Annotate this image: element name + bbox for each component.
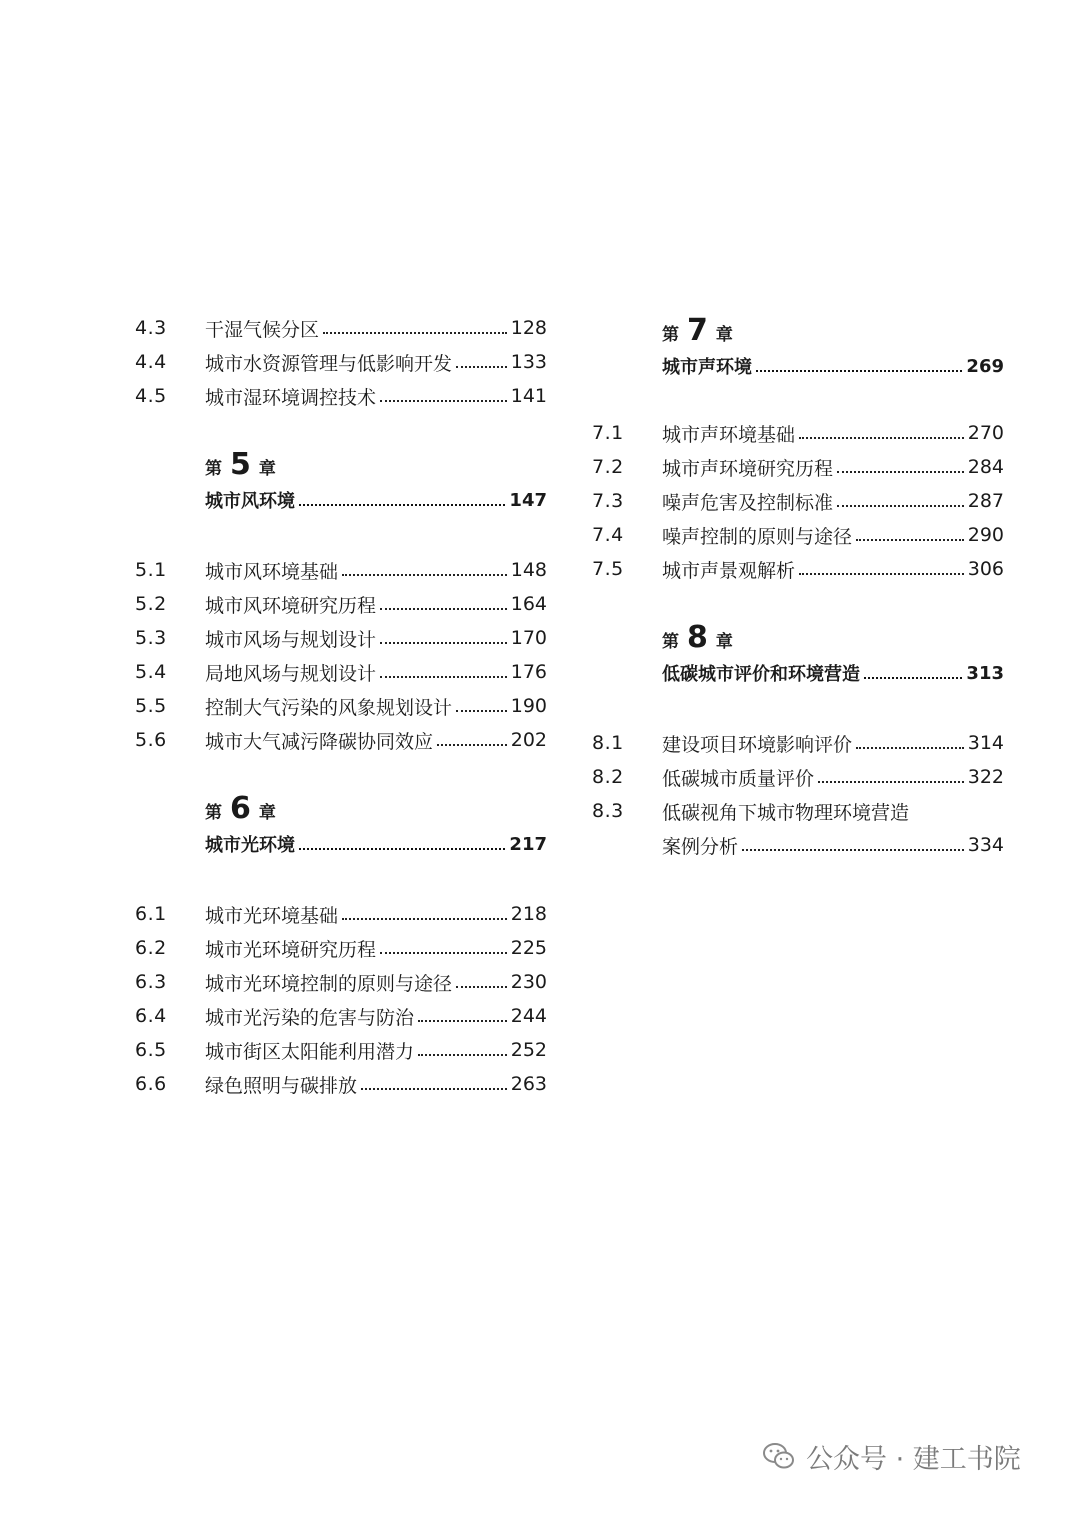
entry-page: 218 bbox=[510, 903, 547, 925]
entry-title: 城市声景观解析 bbox=[662, 559, 796, 582]
entry-title: 干湿气候分区 bbox=[205, 318, 320, 341]
entry-title: 城市大气减污降碳协同效应 bbox=[205, 730, 434, 753]
chapter-suffix: 章 bbox=[715, 325, 733, 345]
leader-dots bbox=[818, 781, 964, 783]
leader-dots bbox=[456, 366, 507, 368]
chapter-page: 147 bbox=[509, 489, 547, 511]
entry-number: 6.4 bbox=[135, 1005, 167, 1027]
toc-entry bbox=[135, 311, 547, 345]
entry-number: 5.1 bbox=[135, 559, 167, 581]
entry-page: 306 bbox=[967, 558, 1004, 580]
leader-dots bbox=[856, 747, 964, 749]
entry-page: 190 bbox=[510, 695, 547, 717]
toc-entry bbox=[135, 1033, 547, 1067]
leader-dots bbox=[380, 676, 507, 678]
entry-number: 4.3 bbox=[135, 317, 167, 339]
entry-page: 263 bbox=[510, 1073, 547, 1095]
chapter-title: 城市声环境 bbox=[662, 357, 752, 378]
entry-title: 控制大气污染的风象规划设计 bbox=[205, 696, 453, 719]
entry-title: 城市水资源管理与低影响开发 bbox=[205, 352, 453, 375]
entry-page: 244 bbox=[510, 1005, 547, 1027]
leader-dots bbox=[342, 574, 507, 576]
entry-page: 284 bbox=[967, 456, 1004, 478]
leader-dots bbox=[456, 710, 507, 712]
entry-title: 城市光污染的危害与防治 bbox=[205, 1006, 415, 1029]
chapter-number: 6 bbox=[230, 791, 251, 826]
leader-dots bbox=[380, 608, 507, 610]
entry-page: 225 bbox=[510, 937, 547, 959]
leader-dots bbox=[361, 1088, 507, 1090]
entry-title: 城市风环境基础 bbox=[205, 560, 339, 583]
entry-number: 6.3 bbox=[135, 971, 167, 993]
entry-number: 6.1 bbox=[135, 903, 167, 925]
entry-title: 城市光环境研究历程 bbox=[205, 938, 377, 961]
chapter-label bbox=[205, 447, 547, 485]
entry-title: 城市湿环境调控技术 bbox=[205, 386, 377, 409]
toc-entry bbox=[592, 484, 1004, 518]
leader-dots bbox=[856, 539, 964, 541]
chapter-label bbox=[662, 313, 1004, 351]
chapter-page: 217 bbox=[509, 833, 547, 855]
chapter-title: 低碳城市评价和环境营造 bbox=[662, 664, 860, 685]
leader-dots bbox=[837, 505, 964, 507]
toc-entry bbox=[592, 794, 1004, 828]
chapter-heading bbox=[205, 791, 547, 859]
entry-title-continuation: 案例分析 bbox=[662, 835, 739, 858]
chapter-title-row bbox=[205, 829, 547, 859]
toc-entry-continuation bbox=[592, 828, 1004, 862]
chapter-number: 7 bbox=[687, 313, 708, 348]
chapter-page: 269 bbox=[966, 355, 1004, 377]
leader-dots bbox=[323, 332, 507, 334]
entry-number: 4.4 bbox=[135, 351, 167, 373]
entry-page: 314 bbox=[967, 732, 1004, 754]
entry-page: 133 bbox=[510, 351, 547, 373]
chapter-title: 城市风环境 bbox=[205, 491, 295, 512]
entry-page: 322 bbox=[967, 766, 1004, 788]
chapter-label bbox=[205, 791, 547, 829]
entry-title: 绿色照明与碳排放 bbox=[205, 1074, 358, 1097]
toc-entry bbox=[135, 1067, 547, 1101]
watermark-text: 公众号 · 建工书院 bbox=[806, 1443, 1021, 1475]
toc-entry bbox=[135, 587, 547, 621]
leader-dots bbox=[756, 370, 962, 372]
entry-page: 230 bbox=[510, 971, 547, 993]
entry-title: 城市风环境研究历程 bbox=[205, 594, 377, 617]
entry-page: 287 bbox=[967, 490, 1004, 512]
chapter-label bbox=[662, 620, 1004, 658]
entry-title: 噪声控制的原则与途径 bbox=[662, 525, 853, 548]
entry-title: 城市声环境基础 bbox=[662, 423, 796, 446]
chapter-prefix: 第 bbox=[662, 632, 679, 652]
entry-page: 202 bbox=[510, 729, 547, 751]
toc-entry bbox=[592, 518, 1004, 552]
entry-title: 城市街区太阳能利用潜力 bbox=[205, 1040, 415, 1063]
entry-number: 6.6 bbox=[135, 1073, 167, 1095]
leader-dots bbox=[380, 400, 507, 402]
entry-page: 128 bbox=[510, 317, 547, 339]
entry-number: 6.5 bbox=[135, 1039, 167, 1061]
toc-entry bbox=[592, 416, 1004, 450]
toc-entry bbox=[135, 965, 547, 999]
leader-dots bbox=[437, 744, 507, 746]
toc-entry bbox=[135, 689, 547, 723]
toc-entry bbox=[592, 760, 1004, 794]
entry-title: 建设项目环境影响评价 bbox=[662, 733, 853, 756]
entry-number: 5.4 bbox=[135, 661, 167, 683]
entry-page: 141 bbox=[510, 385, 547, 407]
chapter-title: 城市光环境 bbox=[205, 835, 295, 856]
entry-number: 8.2 bbox=[592, 766, 624, 788]
entry-number: 5.2 bbox=[135, 593, 167, 615]
chapter-title-row bbox=[205, 485, 547, 515]
chapter-suffix: 章 bbox=[258, 803, 276, 823]
entry-page: 334 bbox=[967, 834, 1004, 856]
watermark bbox=[762, 1436, 1021, 1476]
toc-entry bbox=[135, 931, 547, 965]
leader-dots bbox=[380, 642, 507, 644]
toc-entry bbox=[135, 621, 547, 655]
entry-title: 城市光环境基础 bbox=[205, 904, 339, 927]
entry-number: 7.2 bbox=[592, 456, 624, 478]
entry-number: 7.5 bbox=[592, 558, 624, 580]
toc-right-column bbox=[592, 311, 1004, 862]
chapter-prefix: 第 bbox=[205, 803, 222, 823]
leader-dots bbox=[864, 677, 962, 679]
chapter-prefix: 第 bbox=[662, 325, 679, 345]
toc-entry bbox=[135, 723, 547, 757]
leader-dots bbox=[342, 918, 507, 920]
entry-page: 290 bbox=[967, 524, 1004, 546]
leader-dots bbox=[299, 504, 505, 506]
wechat-icon bbox=[762, 1441, 796, 1471]
chapter-number: 5 bbox=[230, 447, 251, 482]
entry-title: 噪声危害及控制标准 bbox=[662, 491, 834, 514]
toc-entry bbox=[135, 655, 547, 689]
entry-number: 7.4 bbox=[592, 524, 624, 546]
leader-dots bbox=[799, 437, 964, 439]
chapter-suffix: 章 bbox=[715, 632, 733, 652]
toc-entry bbox=[135, 897, 547, 931]
chapter-title-row bbox=[662, 658, 1004, 688]
entry-number: 6.2 bbox=[135, 937, 167, 959]
chapter-number: 8 bbox=[687, 620, 708, 655]
chapter-page: 313 bbox=[966, 662, 1004, 684]
entry-page: 148 bbox=[510, 559, 547, 581]
entry-title: 城市风场与规划设计 bbox=[205, 628, 377, 651]
entry-title: 城市光环境控制的原则与途径 bbox=[205, 972, 453, 995]
entry-title: 城市声环境研究历程 bbox=[662, 457, 834, 480]
leader-dots bbox=[418, 1054, 507, 1056]
entry-page: 176 bbox=[510, 661, 547, 683]
leader-dots bbox=[418, 1020, 507, 1022]
leader-dots bbox=[380, 952, 507, 954]
entry-number: 5.3 bbox=[135, 627, 167, 649]
entry-number: 4.5 bbox=[135, 385, 167, 407]
leader-dots bbox=[299, 848, 505, 850]
entry-title: 局地风场与规划设计 bbox=[205, 662, 377, 685]
entry-page: 164 bbox=[510, 593, 547, 615]
toc-entry bbox=[135, 553, 547, 587]
entry-page: 270 bbox=[967, 422, 1004, 444]
leader-dots bbox=[456, 986, 507, 988]
entry-number: 8.1 bbox=[592, 732, 624, 754]
toc-entry bbox=[135, 345, 547, 379]
entry-number: 5.5 bbox=[135, 695, 167, 717]
toc-entry bbox=[592, 552, 1004, 586]
chapter-heading bbox=[662, 620, 1004, 688]
chapter-heading bbox=[662, 313, 1004, 381]
leader-dots bbox=[837, 471, 964, 473]
entry-page: 170 bbox=[510, 627, 547, 649]
toc-entry bbox=[135, 999, 547, 1033]
entry-number: 7.1 bbox=[592, 422, 624, 444]
toc-left-column bbox=[135, 311, 547, 1101]
toc-entry bbox=[135, 379, 547, 413]
entry-page: 252 bbox=[510, 1039, 547, 1061]
toc-entry bbox=[592, 726, 1004, 760]
chapter-suffix: 章 bbox=[258, 459, 276, 479]
entry-number: 8.3 bbox=[592, 800, 624, 822]
chapter-title-row bbox=[662, 351, 1004, 381]
leader-dots bbox=[742, 849, 964, 851]
chapter-heading bbox=[205, 447, 547, 515]
entry-number: 7.3 bbox=[592, 490, 624, 512]
entry-title: 低碳视角下城市物理环境营造 bbox=[662, 801, 910, 824]
entry-title: 低碳城市质量评价 bbox=[662, 767, 815, 790]
leader-dots bbox=[799, 573, 964, 575]
chapter-prefix: 第 bbox=[205, 459, 222, 479]
toc-entry bbox=[592, 450, 1004, 484]
entry-number: 5.6 bbox=[135, 729, 167, 751]
